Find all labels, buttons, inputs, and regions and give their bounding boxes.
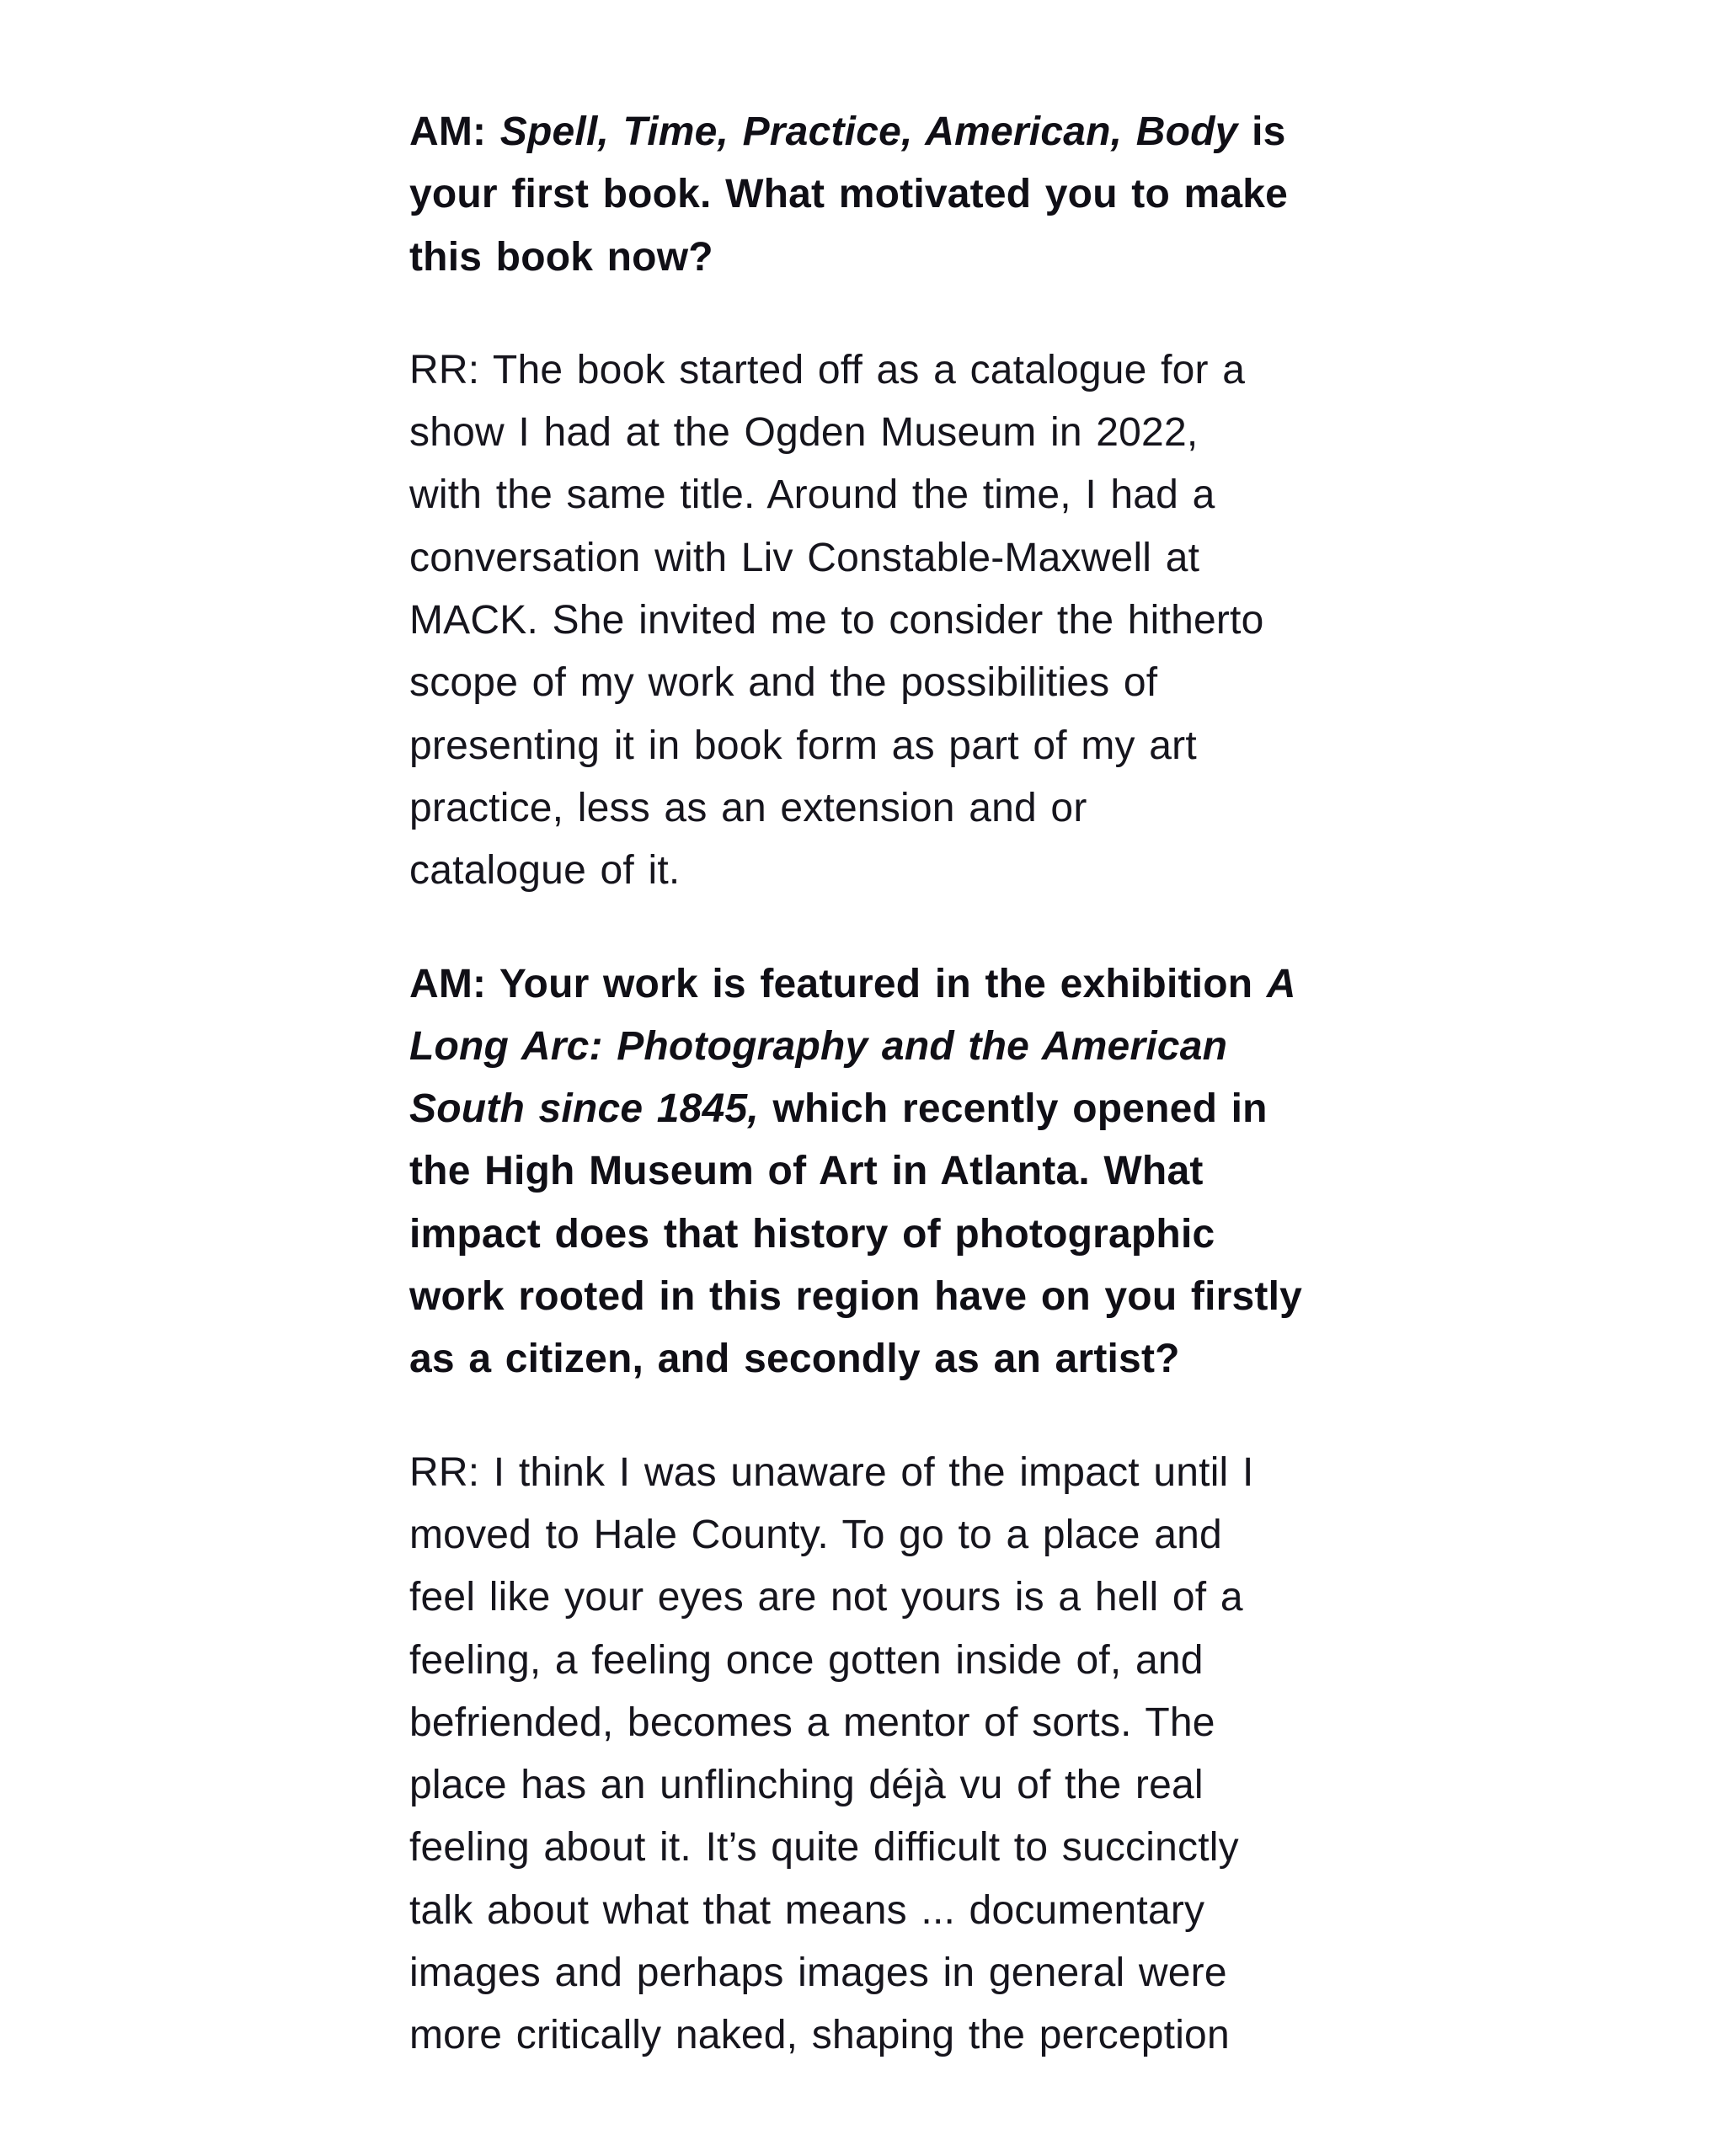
text-line (409, 840, 1336, 902)
text-line (409, 1078, 1336, 1140)
text-run: conversation with Liv Constable-Maxwell at (409, 535, 1200, 580)
text-line (409, 777, 1336, 840)
interview-question-1 (409, 101, 1336, 289)
text-run: scope of my work and the possibilities of (409, 660, 1158, 706)
text-line (409, 1016, 1336, 1078)
text-run: presenting it in book form as part of my art (409, 723, 1197, 768)
text-run: feel like your eyes are not yours is a hell of a (409, 1575, 1243, 1620)
interview-question-2 (409, 953, 1336, 1391)
text-run: your first book. What motivated you to make (409, 172, 1289, 217)
interview-answer-2 (409, 1442, 1336, 2068)
text-line (409, 1880, 1336, 1942)
text-line (409, 2004, 1336, 2067)
text-run: more critically naked, shaping the perception (409, 2013, 1230, 2058)
text-line (409, 1140, 1336, 1203)
text-run: the High Museum of Art in Atlanta. What (409, 1149, 1204, 1194)
text-run: feeling about it. It’s quite difficult to succinctly (409, 1825, 1239, 1870)
text-run: place has an unflinching déjà vu of the real (409, 1763, 1204, 1808)
text-run: show I had at the Ogden Museum in 2022, (409, 410, 1199, 456)
text-line (409, 1566, 1336, 1629)
text-line (409, 953, 1336, 1016)
text-line (409, 1328, 1336, 1390)
text-run: work rooted in this region have on you firstly (409, 1274, 1302, 1320)
text-run: AM: (409, 109, 500, 154)
text-run: this book now? (409, 234, 713, 280)
text-line (409, 715, 1336, 777)
text-run: practice, less as an extension and or (409, 785, 1087, 830)
text-run: MACK. She invited me to consider the hitherto (409, 598, 1264, 643)
interview-answer-1 (409, 339, 1336, 903)
text-line (409, 1442, 1336, 1504)
text-line (409, 163, 1336, 226)
text-run: impact does that history of photographic (409, 1211, 1215, 1257)
text-line (409, 527, 1336, 590)
text-line (409, 1942, 1336, 2004)
text-line (409, 590, 1336, 652)
text-line (409, 652, 1336, 714)
text-run: South since 1845, (409, 1086, 759, 1132)
text-line (409, 1692, 1336, 1754)
text-line (409, 1630, 1336, 1692)
text-run: RR: I think I was unaware of the impact until I (409, 1449, 1254, 1495)
text-run: with the same title. Around the time, I had a (409, 472, 1215, 518)
text-line (409, 1504, 1336, 1566)
text-line (409, 402, 1336, 464)
text-line (409, 1203, 1336, 1266)
text-run: Spell, Time, Practice, American, Body (499, 109, 1238, 154)
text-run: is (1237, 109, 1286, 154)
interview-article (409, 101, 1336, 2068)
text-run: moved to Hale County. To go to a place and (409, 1512, 1222, 1557)
text-run: Long Arc: Photography and the American (409, 1023, 1228, 1069)
text-run: befriended, becomes a mentor of sorts. The (409, 1700, 1215, 1745)
text-run: feeling, a feeling once gotten inside of, and (409, 1637, 1204, 1683)
text-run: talk about what that means ... documentary (409, 1887, 1205, 1933)
text-run: catalogue of it. (409, 848, 681, 894)
text-run: as a citizen, and secondly as an artist? (409, 1337, 1180, 1382)
text-run: images and perhaps images in general were (409, 1951, 1227, 1996)
text-run: RR: The book started off as a catalogue for a (409, 347, 1246, 392)
text-line (409, 1817, 1336, 1879)
text-line (409, 1754, 1336, 1817)
text-run: A (1266, 961, 1296, 1006)
text-line (409, 464, 1336, 526)
text-line (409, 1266, 1336, 1328)
text-line (409, 227, 1336, 289)
text-run: which recently opened in (758, 1086, 1268, 1132)
text-run: AM: Your work is featured in the exhibition (409, 961, 1267, 1006)
text-line (409, 339, 1336, 402)
text-line (409, 101, 1336, 163)
